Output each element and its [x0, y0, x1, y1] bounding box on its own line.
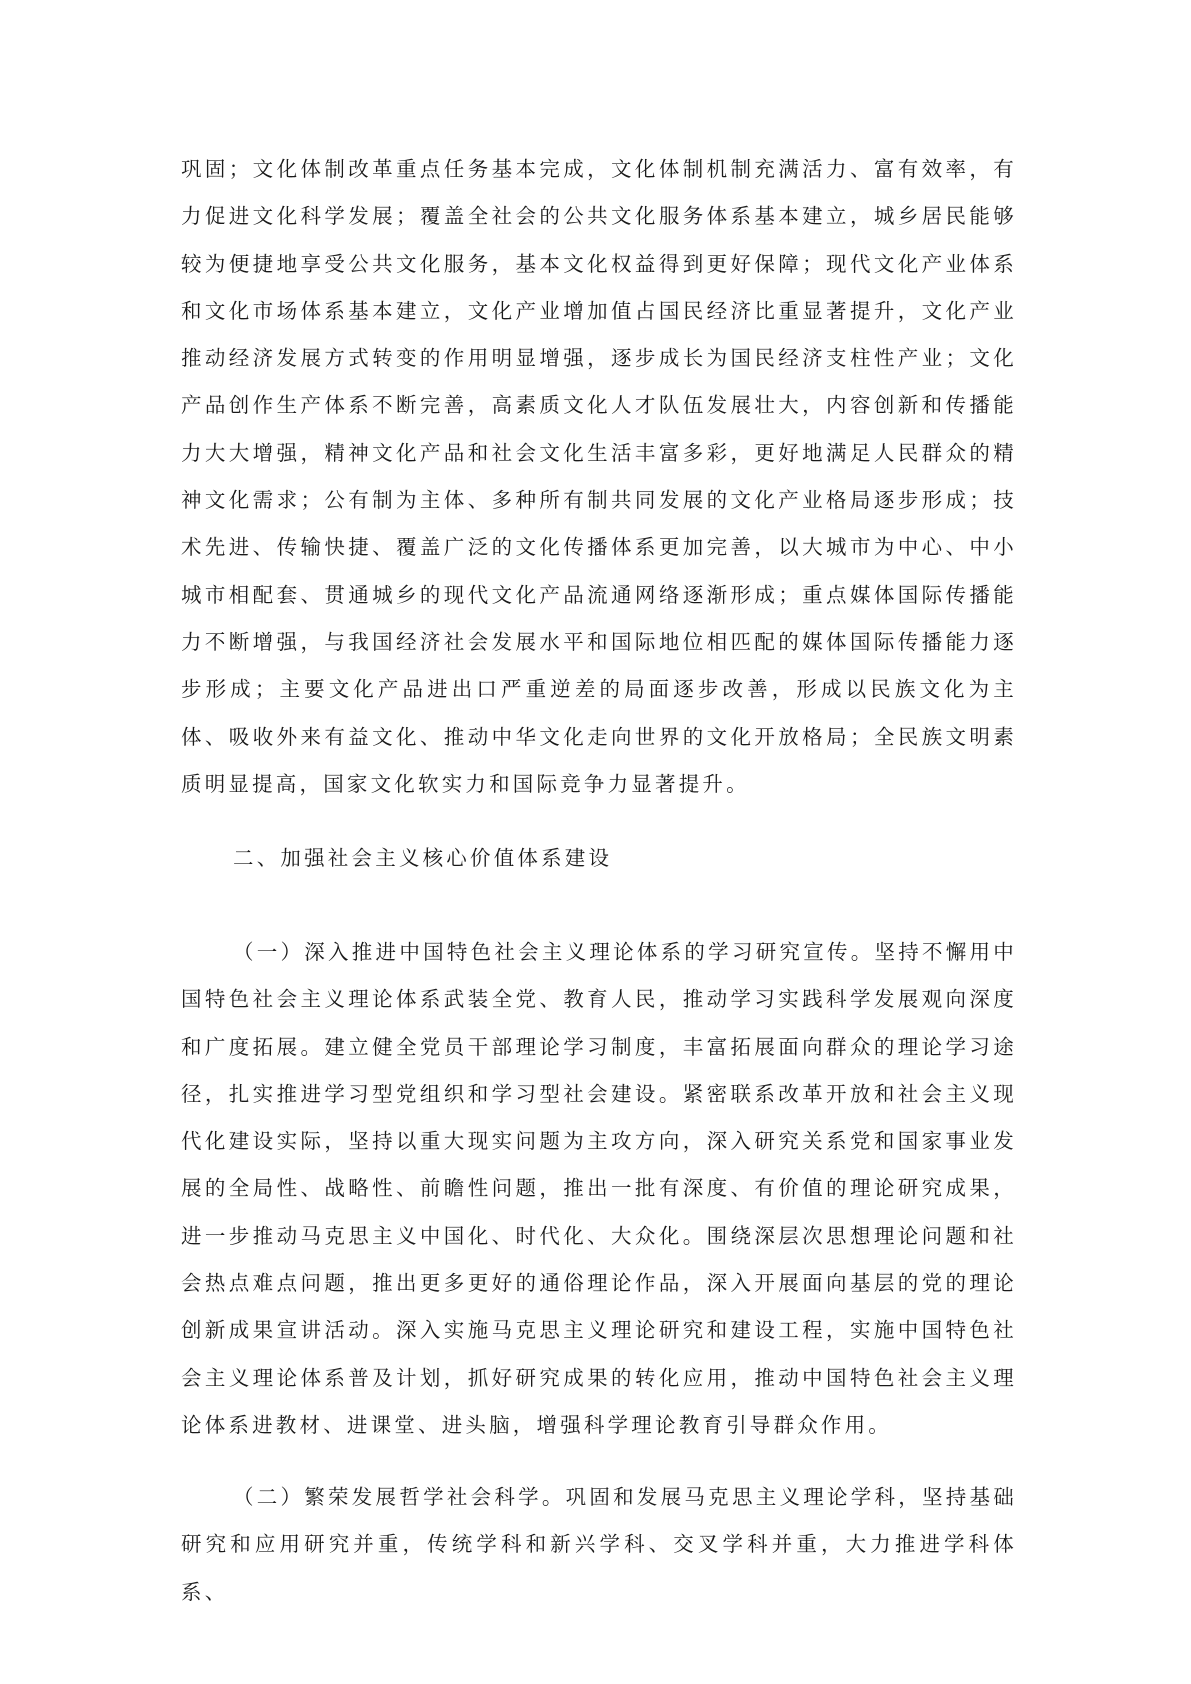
body-paragraph: 巩固；文化体制改革重点任务基本完成，文化体制机制充满活力、富有效率，有力促进文化科学发展；覆盖全社会的公共文化服务体系基本建立，城乡居民能够较为便捷地享受公共文化服务，基本文化权益得到更好保障；现代文化产业体系和文化市场体系基本建立，文化产业增加值占国民经济比重显著提升，文化产业推动经济发展方式转变的作用明显增强，逐步成长为国民经济支柱性产业；文化产品创作生产体系不断完善，高素质文化人才队伍发展壮大，内容创新和传播能力大大增强，精神文化产品和社会文化生活丰富多彩，更好地满足人民群众的精神文化需求；公有制为主体、多种所有制共同发展的文化产业格局逐步形成；技术先进、传输快捷、覆盖广泛的文化传播体系更加完善，以大城市为中心、中小城市相配套、贯通城乡的现代文化产品流通网络逐渐形成；重点媒体国际传播能力不断增强，与我国经济社会发展水平和国际地位相匹配的媒体国际传播能力逐步形成；主要文化产品进出口严重逆差的局面逐步改善，形成以民族文化为主体、吸收外来有益文化、推动中华文化走向世界的文化开放格局；全民族文明素质明显提高，国家文化软实力和国际竞争力显著提升。 — [181, 157, 1017, 796]
body-paragraph: （一）深入推进中国特色社会主义理论体系的学习研究宣传。坚持不懈用中国特色社会主义理论体系武装全党、教育人民，推动学习实践科学发展观向深度和广度拓展。建立健全党员干部理论学习制度，丰富拓展面向群众的理论学习途径，扎实推进学习型党组织和学习型社会建设。紧密联系改革开放和社会主义现代化建设实际，坚持以重大现实问题为主攻方向，深入研究关系党和国家事业发展的全局性、战略性、前瞻性问题，推出一批有深度、有价值的理论研究成果，进一步推动马克思主义中国化、时代化、大众化。围绕深层次思想理论问题和社会热点难点问题，推出更多更好的通俗理论作品，深入开展面向基层的党的理论创新成果宣讲活动。深入实施马克思主义理论研究和建设工程，实施中国特色社会主义理论体系普及计划，抓好研究成果的转化应用，推动中国特色社会主义理论体系进教材、进课堂、进头脑，增强科学理论教育引导群众作用。 — [181, 940, 1017, 1437]
body-paragraph: （二）繁荣发展哲学社会科学。巩固和发展马克思主义理论学科，坚持基础研究和应用研究并重，传统学科和新兴学科、交叉学科并重，大力推进学科体系、 — [181, 1485, 1017, 1604]
section-heading: 二、加强社会主义核心价值体系建设 — [233, 846, 613, 870]
